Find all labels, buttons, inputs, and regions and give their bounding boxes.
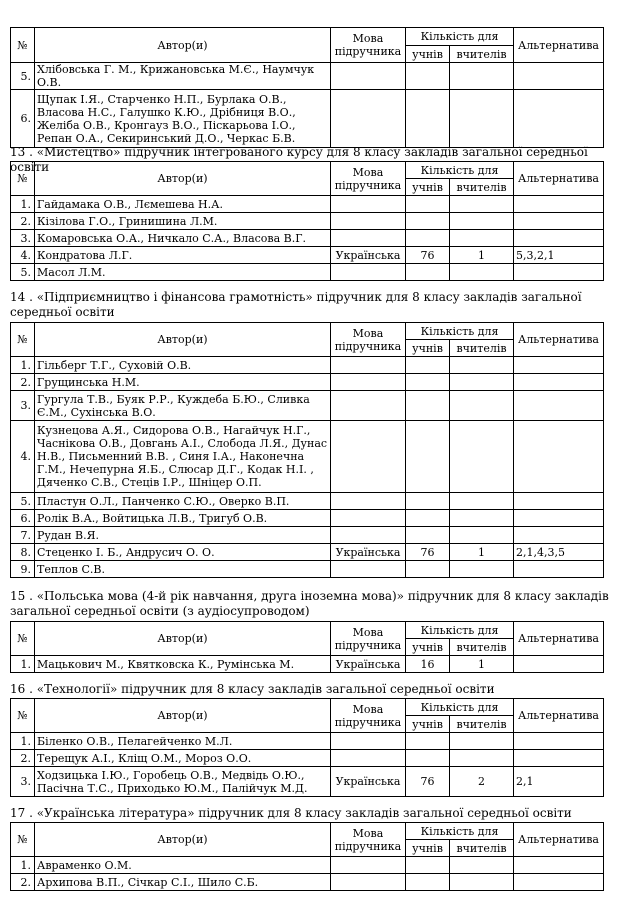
header-language: Мова підручника	[331, 622, 406, 656]
row-language	[331, 750, 406, 767]
row-teachers	[450, 561, 514, 578]
table-row	[11, 527, 604, 544]
row-language	[331, 374, 406, 391]
row-language	[331, 493, 406, 510]
header-quantity: Кількість для	[406, 162, 514, 179]
row-authors: Стеценко І. Б., Андрусич О. О.	[35, 544, 331, 561]
table-row	[11, 247, 604, 264]
row-alternative	[514, 874, 604, 891]
row-number: 3.	[11, 391, 35, 421]
row-alternative: 5,3,2,1	[514, 247, 604, 264]
header-language: Мова підручника	[331, 323, 406, 357]
row-students	[406, 391, 450, 421]
table-row	[11, 750, 604, 767]
row-students	[406, 493, 450, 510]
header-teachers: вчителів	[450, 840, 514, 857]
row-alternative	[514, 63, 604, 90]
row-authors: Авраменко О.М.	[35, 857, 331, 874]
row-number: 1.	[11, 733, 35, 750]
table-row	[11, 656, 604, 673]
header-teachers: вчителів	[450, 340, 514, 357]
row-alternative	[514, 264, 604, 281]
row-teachers	[450, 374, 514, 391]
row-students	[406, 63, 450, 90]
header-teachers: вчителів	[450, 639, 514, 656]
table-row	[11, 874, 604, 891]
row-teachers: 1	[450, 656, 514, 673]
row-number: 6.	[11, 90, 35, 148]
row-teachers	[450, 391, 514, 421]
row-number: 5.	[11, 493, 35, 510]
row-alternative	[514, 230, 604, 247]
table-row	[11, 767, 604, 797]
header-language: Мова підручника	[331, 823, 406, 857]
header-teachers: вчителів	[450, 716, 514, 733]
row-teachers: 1	[450, 544, 514, 561]
row-teachers	[450, 90, 514, 148]
row-students	[406, 264, 450, 281]
row-students: 76	[406, 247, 450, 264]
table-row	[11, 63, 604, 90]
row-language	[331, 510, 406, 527]
row-students	[406, 874, 450, 891]
row-students	[406, 561, 450, 578]
row-authors: Теплов С.В.	[35, 561, 331, 578]
row-language	[331, 391, 406, 421]
textbook-table	[10, 322, 604, 578]
header-language: Мова підручника	[331, 162, 406, 196]
row-number: 7.	[11, 527, 35, 544]
row-students: 16	[406, 656, 450, 673]
row-teachers	[450, 874, 514, 891]
row-authors: Ходзицька І.Ю., Горобець О.В., Медвідь О.Ю., Пасічна Т.С., Приходько Ю.М., Палійчук М.Д.	[35, 767, 331, 797]
row-language	[331, 527, 406, 544]
row-teachers	[450, 493, 514, 510]
table-row	[11, 857, 604, 874]
row-students	[406, 90, 450, 148]
header-num: №	[11, 699, 35, 733]
row-teachers	[450, 213, 514, 230]
header-students: учнів	[406, 340, 450, 357]
row-alternative: 2,1	[514, 767, 604, 797]
header-alternative: Альтернатива	[514, 28, 604, 63]
row-students	[406, 196, 450, 213]
section-title: 17 . «Українська література» підручник для 8 класу закладів загальної середньої освіти	[10, 806, 572, 820]
table-row	[11, 230, 604, 247]
row-students	[406, 857, 450, 874]
row-authors: Кізілова Г.О., Гринишина Л.М.	[35, 213, 331, 230]
row-authors: Рудан В.Я.	[35, 527, 331, 544]
row-authors: Щупак І.Я., Старченко Н.П., Бурлака О.В., Власова Н.С., Галушко К.Ю., Дрібниця В.О., Желіба О.В., Кронгауз В.О., Піскарьова І.О., Репан О.А., Секиринський Д.О., Черкас Б.В.	[35, 90, 331, 148]
table-row	[11, 374, 604, 391]
row-number: 6.	[11, 510, 35, 527]
row-language	[331, 90, 406, 148]
row-teachers: 1	[450, 247, 514, 264]
row-students: 76	[406, 767, 450, 797]
textbook-table	[10, 621, 604, 673]
row-language	[331, 230, 406, 247]
table-row	[11, 391, 604, 421]
row-alternative	[514, 857, 604, 874]
row-alternative	[514, 421, 604, 493]
row-language	[331, 196, 406, 213]
header-num: №	[11, 323, 35, 357]
header-students: учнів	[406, 840, 450, 857]
table-row	[11, 561, 604, 578]
row-number: 4.	[11, 247, 35, 264]
row-authors: Гургула Т.В., Буяк Р.Р., Куждеба Б.Ю., Сливка Є.М., Сухінська В.О.	[35, 391, 331, 421]
row-number: 2.	[11, 213, 35, 230]
section-title: 13 . «Мистецтво» підручник інтегрованого курсу для 8 класу закладів загальної середньої освіти	[10, 145, 588, 174]
row-language	[331, 733, 406, 750]
row-alternative	[514, 750, 604, 767]
row-alternative	[514, 213, 604, 230]
row-teachers: 2	[450, 767, 514, 797]
row-teachers	[450, 421, 514, 493]
row-number: 1.	[11, 196, 35, 213]
row-students	[406, 421, 450, 493]
row-alternative: 2,1,4,3,5	[514, 544, 604, 561]
row-alternative	[514, 561, 604, 578]
row-language	[331, 421, 406, 493]
header-alternative: Альтернатива	[514, 823, 604, 857]
section-title: 16 . «Технології» підручник для 8 класу закладів загальної середньої освіти	[10, 682, 495, 696]
row-number: 2.	[11, 750, 35, 767]
row-teachers	[450, 196, 514, 213]
header-quantity: Кількість для	[406, 323, 514, 340]
row-language: Українська	[331, 247, 406, 264]
row-teachers	[450, 230, 514, 247]
header-language: Мова підручника	[331, 28, 406, 63]
row-students: 76	[406, 544, 450, 561]
row-authors: Ролік В.А., Войтицька Л.В., Тригуб О.В.	[35, 510, 331, 527]
section-title: 15 . «Польська мова (4-й рік навчання, друга іноземна мова)» підручник для 8 класу закладів загальної середньої освіти (з аудіосупроводом)	[10, 589, 609, 618]
row-students	[406, 750, 450, 767]
header-authors: Автор(и)	[35, 622, 331, 656]
textbook-table	[10, 161, 604, 281]
table-row	[11, 90, 604, 148]
row-students	[406, 230, 450, 247]
row-teachers	[450, 750, 514, 767]
row-authors: Грущинська Н.М.	[35, 374, 331, 391]
row-number: 8.	[11, 544, 35, 561]
row-students	[406, 374, 450, 391]
row-authors: Хлібовська Г. М., Крижановська М.Є., Наумчук О.В.	[35, 63, 331, 90]
row-authors: Мацькович М., Квятковска К., Румінська М.	[35, 656, 331, 673]
table-row	[11, 544, 604, 561]
row-number: 2.	[11, 374, 35, 391]
table-row	[11, 213, 604, 230]
header-teachers: вчителів	[450, 179, 514, 196]
row-alternative	[514, 656, 604, 673]
header-teachers: вчителів	[450, 46, 514, 63]
row-language: Українська	[331, 767, 406, 797]
row-authors: Пластун О.Л., Панченко С.Ю., Оверко В.П.	[35, 493, 331, 510]
row-students	[406, 733, 450, 750]
row-number: 1.	[11, 656, 35, 673]
header-alternative: Альтернатива	[514, 162, 604, 196]
row-language	[331, 63, 406, 90]
header-students: учнів	[406, 639, 450, 656]
header-students: учнів	[406, 46, 450, 63]
row-authors: Кондратова Л.Г.	[35, 247, 331, 264]
row-alternative	[514, 733, 604, 750]
table-row	[11, 357, 604, 374]
table-row	[11, 421, 604, 493]
row-language	[331, 561, 406, 578]
row-language	[331, 857, 406, 874]
row-number: 3.	[11, 230, 35, 247]
textbook-table	[10, 698, 604, 797]
row-students	[406, 510, 450, 527]
row-authors: Масол Л.М.	[35, 264, 331, 281]
row-number: 1.	[11, 357, 35, 374]
header-authors: Автор(и)	[35, 323, 331, 357]
table-row	[11, 196, 604, 213]
row-students	[406, 357, 450, 374]
table-row	[11, 264, 604, 281]
header-students: учнів	[406, 179, 450, 196]
header-quantity: Кількість для	[406, 823, 514, 840]
row-alternative	[514, 391, 604, 421]
row-teachers	[450, 63, 514, 90]
row-teachers	[450, 357, 514, 374]
row-teachers	[450, 857, 514, 874]
header-alternative: Альтернатива	[514, 622, 604, 656]
header-alternative: Альтернатива	[514, 699, 604, 733]
row-language	[331, 213, 406, 230]
header-authors: Автор(и)	[35, 28, 331, 63]
row-number: 2.	[11, 874, 35, 891]
row-number: 1.	[11, 857, 35, 874]
header-quantity: Кількість для	[406, 699, 514, 716]
header-quantity: Кількість для	[406, 28, 514, 46]
row-alternative	[514, 374, 604, 391]
row-alternative	[514, 357, 604, 374]
header-students: учнів	[406, 716, 450, 733]
table-row	[11, 493, 604, 510]
row-authors: Терещук А.І., Кліщ О.М., Мороз О.О.	[35, 750, 331, 767]
row-students	[406, 213, 450, 230]
row-authors: Біленко О.В., Пелагейченко М.Л.	[35, 733, 331, 750]
section-title: 14 . «Підприємництво і фінансова грамотність» підручник для 8 класу закладів загальної середньої освіти	[10, 290, 582, 319]
row-authors: Комаровська О.А., Ничкало С.А., Власова В.Г.	[35, 230, 331, 247]
row-alternative	[514, 510, 604, 527]
row-alternative	[514, 90, 604, 148]
row-number: 5.	[11, 63, 35, 90]
row-alternative	[514, 493, 604, 510]
row-language	[331, 264, 406, 281]
header-authors: Автор(и)	[35, 823, 331, 857]
header-num: №	[11, 162, 35, 196]
row-teachers	[450, 527, 514, 544]
textbook-table	[10, 822, 604, 891]
row-alternative	[514, 196, 604, 213]
row-number: 4.	[11, 421, 35, 493]
row-teachers	[450, 733, 514, 750]
header-quantity: Кількість для	[406, 622, 514, 639]
row-language	[331, 357, 406, 374]
row-teachers	[450, 264, 514, 281]
header-authors: Автор(и)	[35, 699, 331, 733]
header-num: №	[11, 622, 35, 656]
row-authors: Гайдамака О.В., Лємешева Н.А.	[35, 196, 331, 213]
row-language: Українська	[331, 656, 406, 673]
row-number: 3.	[11, 767, 35, 797]
row-language: Українська	[331, 544, 406, 561]
row-authors: Кузнецова А.Я., Сидорова О.В., Нагайчук Н.Г., Часнікова О.В., Довгань А.І., Слобода Л.Я., Дунас Н.В., Письменний В.В. , Синя І.А., Наконечна Г.М., Нечепурна Я.Б., Слюсар Д.Г., Кодак Н.І. , Дяченко С.В., Стеців І.Р., Шніцер О.П.	[35, 421, 331, 493]
header-num: №	[11, 28, 35, 63]
row-alternative	[514, 527, 604, 544]
textbook-table	[10, 27, 604, 148]
row-number: 5.	[11, 264, 35, 281]
header-alternative: Альтернатива	[514, 323, 604, 357]
row-language	[331, 874, 406, 891]
header-language: Мова підручника	[331, 699, 406, 733]
header-num: №	[11, 823, 35, 857]
row-authors: Гільберг Т.Г., Суховій О.В.	[35, 357, 331, 374]
row-students	[406, 527, 450, 544]
row-number: 9.	[11, 561, 35, 578]
table-row	[11, 510, 604, 527]
row-teachers	[450, 510, 514, 527]
row-authors: Архипова В.П., Січкар С.І., Шило С.Б.	[35, 874, 331, 891]
header-authors: Автор(и)	[35, 162, 331, 196]
table-row	[11, 733, 604, 750]
